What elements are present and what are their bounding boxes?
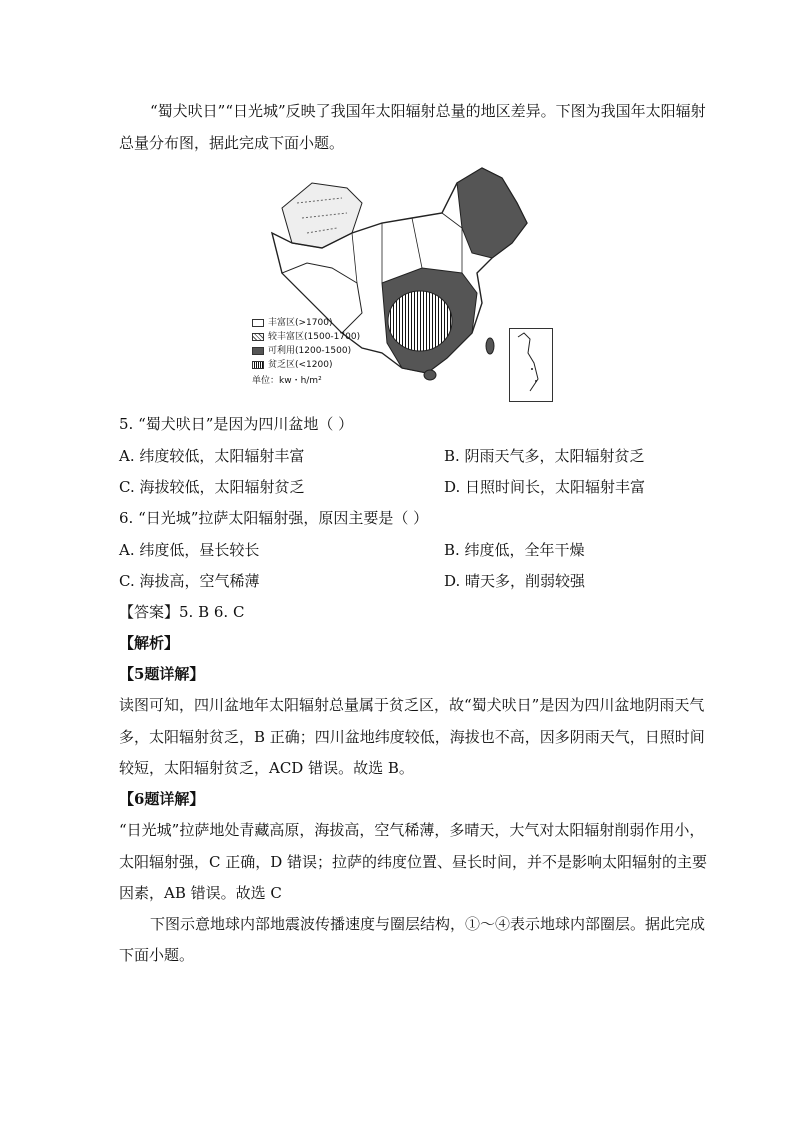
q5-option-a: A. 纬度较低，太阳辐射丰富 <box>119 447 305 465</box>
legend-swatch-poor <box>252 361 264 369</box>
next-intro-line-1: 下图示意地球内部地震波传播速度与圈层结构，①～④表示地球内部圈层。据此完成 <box>150 915 706 933</box>
q5-option-c: C. 海拔较低，太阳辐射贫乏 <box>119 478 305 496</box>
legend-swatch-richer <box>252 333 264 341</box>
next-intro-line-2: 下面小题。 <box>119 946 195 964</box>
legend-item-richer <box>252 330 360 344</box>
q6-detail-line-2: 太阳辐射强，C 正确，D 错误；拉萨的纬度位置、昼长时间，并不是影响太阳辐射的主要 <box>119 853 708 871</box>
solar-radiation-map <box>252 163 554 403</box>
q5-detail-line-3: 较短，太阳辐射贫乏，ACD 错误。故选 B。 <box>119 759 414 777</box>
q6-option-c: C. 海拔高，空气稀薄 <box>119 572 260 590</box>
legend-label-usable: 可利用(1200-1500) <box>268 346 352 356</box>
legend-swatch-usable <box>252 347 264 355</box>
legend-item-rich <box>252 316 360 330</box>
q5-detail-line-2: 多，太阳辐射贫乏，B 正确；四川盆地纬度较低，海拔也不高，因多阴雨天气，日照时间 <box>119 728 705 746</box>
analysis-title: 【解析】 <box>119 634 180 652</box>
q5-option-b: B. 阴雨天气多，太阳辐射贫乏 <box>444 447 645 465</box>
south-china-sea-inset <box>509 328 553 402</box>
intro-line-2: 总量分布图，据此完成下面小题。 <box>119 134 345 152</box>
q6-detail-title: 【6题详解】 <box>119 790 205 808</box>
q5-detail-line-1: 读图可知，四川盆地年太阳辐射总量属于贫乏区，故“蜀犬吠日”是因为四川盆地阴雨天气 <box>119 696 705 714</box>
legend-item-poor <box>252 358 360 372</box>
intro-line-1: “蜀犬吠日”“日光城”反映了我国年太阳辐射总量的地区差异。下图为我国年太阳辐射 <box>150 102 706 120</box>
q6-option-a: A. 纬度低，昼长较长 <box>119 541 260 559</box>
q6-option-b: B. 纬度低，全年干燥 <box>444 541 585 559</box>
q6-stem: 6. “日光城”拉萨太阳辐射强，原因主要是（ ） <box>119 509 429 527</box>
q5-stem: 5. “蜀犬吠日”是因为四川盆地（ ） <box>119 415 354 433</box>
legend-unit: 单位：kw・h/m² <box>252 376 322 386</box>
legend-label-poor: 贫乏区(<1200) <box>268 360 333 370</box>
answer-line: 【答案】5. B 6. C <box>119 603 245 621</box>
map-region-sichuan-basin <box>388 291 452 351</box>
legend-label-richer: 较丰富区(1500-1700) <box>268 332 361 342</box>
q6-detail-line-1: “日光城”拉萨地处青藏高原，海拔高，空气稀薄，多晴天，大气对太阳辐射削弱作用小， <box>119 821 705 839</box>
q5-detail-title: 【5题详解】 <box>119 665 205 683</box>
map-island-taiwan <box>486 338 494 354</box>
legend-swatch-rich <box>252 319 264 327</box>
legend-label-rich: 丰富区(>1700) <box>268 318 333 328</box>
q6-option-d: D. 晴天多，削弱较强 <box>444 572 586 590</box>
legend-item-usable <box>252 344 360 358</box>
q6-detail-line-3: 因素，AB 错误。故选 C <box>119 884 282 902</box>
q5-option-d: D. 日照时间长，太阳辐射丰富 <box>444 478 646 496</box>
map-legend <box>252 316 360 388</box>
map-island-hainan <box>424 370 436 380</box>
map-region-northeast <box>457 168 527 258</box>
